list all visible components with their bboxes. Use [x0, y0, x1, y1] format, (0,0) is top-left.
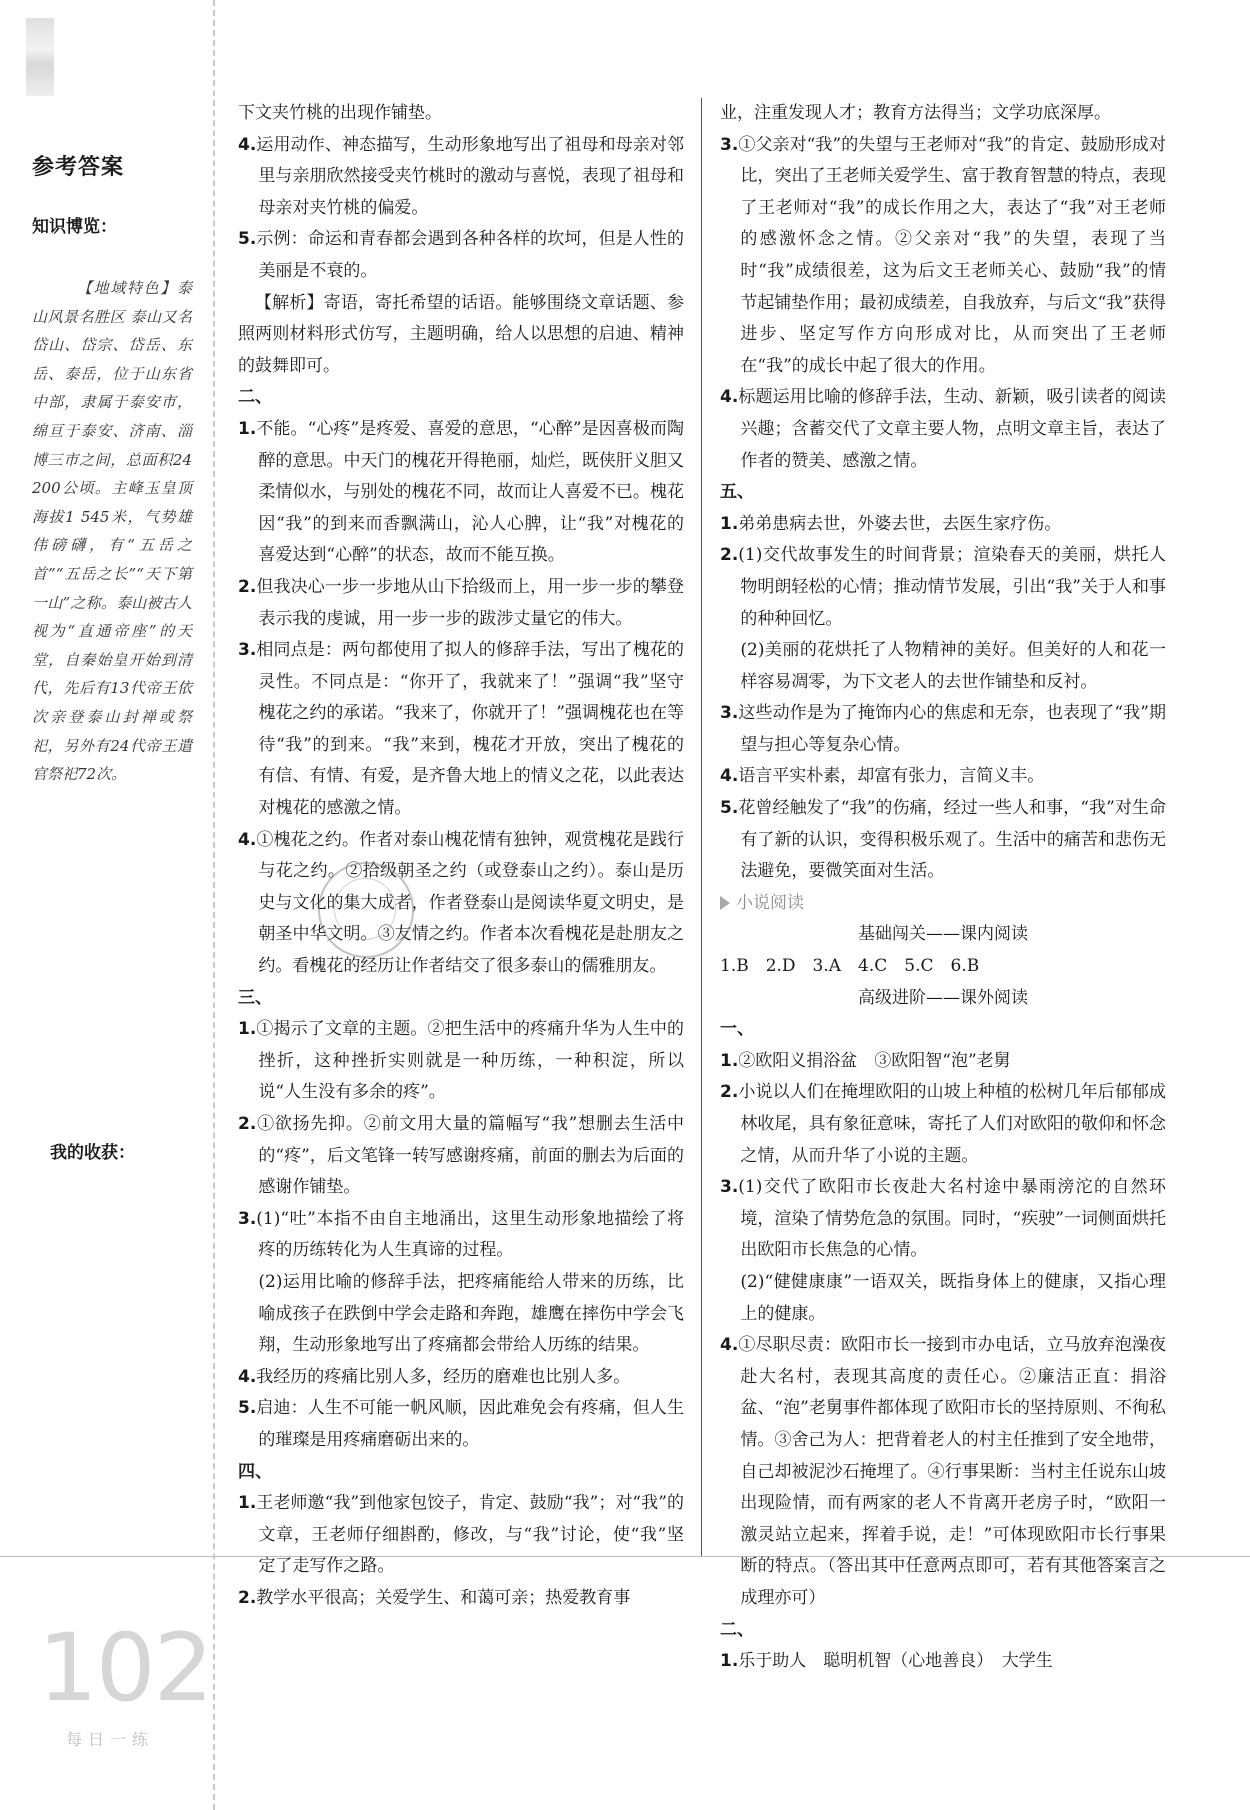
answer-number: 4. — [238, 134, 257, 155]
answer-text: ①槐花之约。作者对泰山槐花情有独钟，观赏槐花是践行与花之约。②拾级朝圣之约（或登泰山之约）。泰山是历史与文化的集大成者，作者登泰山是阅读华夏文明史，是朝圣中华文明。③友情之约。作者本次看槐花是赴朋友之约。看槐花的经历让作者结交了很多泰山的儒雅朋友。 — [256, 829, 684, 977]
answer-item — [238, 1014, 684, 1109]
page-label: 每日一练 — [66, 1730, 155, 1749]
answer-number: 3. — [720, 134, 739, 155]
answer-item — [238, 414, 684, 572]
answer-text: ①父亲对“我”的失望与王老师对“我”的肯定、鼓励形成对比，突出了王老师关爱学生、富于教育智慧的特点，表现了王老师对“我”的成长作用之大，表达了“我”对王老师的感激怀念之情。②父亲对“我”的失望，表现了当时“我”成绩很差，这为后文王老师关心、鼓励“我”的情节起铺垫作用；最初成绩差，自我放弃，与后文“我”获得进步、坚定写作方向形成对比，从而突出了王老师在“我”的成长中起了很大的作用。 — [738, 134, 1166, 376]
answer-text: ②欧阳义捐浴盆 ③欧阳智“泡”老舅 — [738, 1050, 1011, 1071]
answer-item — [720, 540, 1166, 635]
answer-item — [720, 793, 1166, 888]
answer-number: 1. — [720, 1050, 739, 1071]
answer-text-line: 下文夹竹桃的出现作铺垫。 — [238, 103, 442, 123]
answer-column-right — [720, 98, 1166, 1678]
answer-text: 但我决心一步一步地从山下拾级而上，用一步一步的攀登表示我的虔诚，用一步一步的跋涉丈量它的伟大。 — [256, 576, 684, 629]
answer-subpart: (2)运用比喻的修辞手法，把疼痛能给人带来的历练，比喻成孩子在跌倒中学会走路和奔跑，雄鹰在摔伤中学会飞翔，生动形象地写出了疼痛都会带给人历练的结果。 — [258, 1271, 684, 1356]
answer-item — [720, 698, 1166, 761]
answer-number: 2. — [238, 1114, 257, 1134]
answer-number: 4. — [238, 829, 257, 850]
answer-item — [720, 761, 1166, 793]
column-divider — [701, 98, 702, 1556]
section-tag-label: 小说阅读 — [736, 892, 804, 913]
answer-text: 语言平实朴素，却富有张力，言简义丰。 — [738, 766, 1045, 787]
answer-item — [238, 1393, 684, 1456]
answer-number: 3. — [238, 1208, 257, 1229]
answer-text: (1)交代了欧阳市长夜赴大名村途中暴雨滂沱的自然环境，渲染了情势危急的氛围。同时，“疾驶”一词侧面烘托出欧阳市长焦急的心情。 — [738, 1177, 1166, 1261]
answer-item — [720, 1330, 1166, 1614]
answer-item — [238, 130, 684, 225]
answer-number: 5. — [720, 798, 739, 819]
section-heading: 一、 — [720, 1019, 754, 1040]
answer-text: 不能。“心疼”是疼爱、喜爱的意思，“心醉”是因喜极而陶醉的意思。中天门的槐花开得艳丽，灿烂，既侠肝义胆又柔情似水，与别处的槐花不同，故而让人喜爱不已。槐花因“我”的到来而香飘满山，沁人心脾，让“我”对槐花的喜爱达到“心醉”的状态，故而不能互换。 — [256, 418, 684, 566]
answer-text-line: 1.B 2.D 3.A 4.C 5.C 6.B — [720, 956, 980, 977]
answer-item — [238, 635, 684, 825]
answer-text: 示例：命运和青春都会遇到各种各样的坎坷，但是人性的美丽是不衰的。 — [256, 229, 684, 281]
answer-number: 1. — [238, 418, 257, 439]
answer-item — [238, 1583, 684, 1615]
answer-item — [238, 572, 684, 635]
answer-text: 花曾经触发了“我”的伤痛，经过一些人和事，“我”对生命有了新的认识，变得积极乐观了。生活中的痛苦和悲伤无法避免，要微笑面对生活。 — [738, 798, 1166, 882]
section-heading: 四、 — [238, 1461, 272, 1482]
answer-item — [238, 224, 684, 287]
answer-text: 教学水平很高；关爱学生、和蔼可亲；热爱教育事 — [256, 1587, 631, 1608]
answer-text: 弟弟患病去世，外婆去世，去医生家疗伤。 — [738, 513, 1062, 534]
handwritten-note: 【地域特色】泰山风景名胜区 泰山又名岱山、岱宗、岱岳、东岳、泰岳，位于山东省中部，隶属于泰安市，绵亘于泰安、济南、淄博三市之间，总面积24 200公顷。主峰玉皇顶海拔1 545米，气势雄伟磅礴，有“五岳之首”“五岳之长”“天下第一山”之称。泰山被古人视为“直通帝座”的天堂，自秦始皇开始到清代，先后有13代帝王依次亲登泰山封禅或祭祀，另外有24代帝王遣官祭祀72次。 — [32, 279, 192, 784]
answer-text-line: 业，注重发现人才；教育方法得当；文学功底深厚。 — [720, 103, 1111, 123]
answer-number: 1. — [720, 1651, 739, 1672]
answer-text: 小说以人们在掩埋欧阳的山坡上种植的松树几年后郁郁成林收尾，具有象征意味，寄托了人们对欧阳的敬仰和怀念之情，从而升华了小说的主题。 — [738, 1082, 1166, 1166]
sidebar-divider — [213, 0, 215, 1810]
answer-item — [720, 382, 1166, 477]
answer-text: 王老师邀“我”到他家包饺子，肯定、鼓励“我”；对“我”的文章，王老师仔细斟酌，修改，与“我”讨论，使“我”坚定了走写作之路。 — [256, 1493, 684, 1577]
answer-text: ①尽职尽责：欧阳市长一接到市办电话，立马放弃泡澡夜赴大名村，表现其高度的责任心。②廉洁正直：捐浴盆、“泡”老舅事件都体现了欧阳市长的坚持原则、不徇私情。③舍己为人：把背着老人的村主任推到了安全地带，自己却被泥沙石掩埋了。④行事果断：当村主任说东山坡出现险情，而有两家的老人不肯离开老房子时，“欧阳一激灵站立起来，挥着手说，走！”可体现欧阳市长行事果断的特点。（答出其中任意两点即可，若有其他答案言之成理亦可） — [738, 1335, 1166, 1608]
answer-number: 1. — [238, 1019, 257, 1040]
answer-number: 2. — [238, 1587, 257, 1608]
answer-number: 4. — [720, 766, 739, 787]
corner-decoration — [26, 18, 54, 96]
answer-item — [720, 1646, 1166, 1678]
page-number: 102 — [38, 1614, 212, 1723]
section-heading: 二、 — [238, 387, 272, 408]
triangle-icon — [720, 896, 730, 910]
answer-number: 3. — [720, 1177, 739, 1198]
section-tag — [720, 888, 1166, 920]
answer-item — [238, 1362, 684, 1394]
answer-text: ①欲扬先抑。②前文用大量的篇幅写“我”想删去生活中的“疼”，后文笔锋一转写感谢疼痛，前面的删去为后面的感谢作铺垫。 — [256, 1114, 684, 1198]
subsection-title: 高级进阶——课外阅读 — [858, 987, 1028, 1008]
answer-subpart: (2)“健健康康”一语双关，既指身体上的健康，又指心理上的健康。 — [740, 1271, 1166, 1324]
answers-title: 参考答案 — [32, 155, 125, 180]
section-heading: 二、 — [720, 1619, 754, 1640]
answer-number: 2. — [238, 576, 257, 597]
answer-text: ①揭示了文章的主题。②把生活中的疼痛升华为人生中的挫折，这种挫折实则就是一种历练，一种积淀，所以说“人生没有多余的疼”。 — [256, 1019, 684, 1103]
answer-number: 2. — [720, 545, 739, 566]
answer-item — [238, 1204, 684, 1267]
answer-text: 我经历的疼痛比别人多，经历的磨难也比别人多。 — [256, 1366, 631, 1387]
answer-item — [238, 825, 684, 983]
answer-text: (1)交代故事发生的时间背景；渲染春天的美丽，烘托人物明朗轻松的心情；推动情节发展，引出“我”关于人和事的种种回忆。 — [738, 545, 1166, 629]
my-gain-heading: 我的收获： — [50, 1143, 135, 1163]
answer-number: 4. — [238, 1366, 257, 1387]
answer-number: 5. — [238, 229, 257, 250]
answer-number: 3. — [720, 703, 739, 724]
answer-item — [238, 1488, 684, 1583]
sidebar — [0, 0, 212, 1810]
answer-item — [720, 1046, 1166, 1078]
answer-item — [720, 1077, 1166, 1172]
section-heading: 五、 — [720, 482, 754, 503]
answer-column-left — [238, 98, 684, 1615]
answer-text: 这些动作是为了掩饰内心的焦虑和无奈，也表现了“我”期望与担心等复杂心情。 — [738, 703, 1166, 755]
answer-number: 4. — [720, 387, 739, 408]
answer-item — [720, 130, 1166, 383]
answer-text: 乐于助人 聪明机智（心地善良） 大学生 — [738, 1651, 1053, 1672]
answer-text: 相同点是：两句都使用了拟人的修辞手法，写出了槐花的灵性。不同点是：“你开了，我就来了！”强调“我”坚守槐花之约的承诺。“我来了，你就开了！”强调槐花也在等待“我”的到来。“我”来到，槐花才开放，突出了槐花的有信、有情、有爱，是齐鲁大地上的情义之花，以此表达对槐花的感激之情。 — [256, 640, 684, 819]
answer-text: 标题运用比喻的修辞手法，生动、新颖，吸引读者的阅读兴趣；含蓄交代了文章主要人物，点明文章主旨，表达了作者的赞美、感激之情。 — [738, 387, 1166, 471]
answer-number: 2. — [720, 1082, 739, 1103]
answer-item — [720, 1172, 1166, 1267]
answer-number: 3. — [238, 640, 257, 661]
answer-number: 1. — [238, 1493, 257, 1514]
analysis-paragraph: 【解析】寄语，寄托希望的话语。能够围绕文章话题、参照两则材料形式仿写，主题明确，给人以思想的启迪、精神的鼓舞即可。 — [238, 292, 684, 376]
stamp-seal — [318, 862, 414, 958]
answer-number: 4. — [720, 1335, 739, 1356]
section-heading: 三、 — [238, 987, 272, 1008]
answer-text: 运用动作、神态描写，生动形象地写出了祖母和母亲对邻里与亲朋欣然接受夹竹桃时的激动与喜悦，表现了祖母和母亲对夹竹桃的偏爱。 — [256, 134, 684, 218]
answer-subpart: (2)美丽的花烘托了人物精神的美好。但美好的人和花一样容易凋零，为下文老人的去世作铺垫和反衬。 — [740, 640, 1166, 692]
subsection-title: 基础闯关——课内阅读 — [858, 924, 1028, 945]
answer-item — [238, 1109, 684, 1204]
answer-item — [720, 509, 1166, 541]
answer-text: 启迪：人生不可能一帆风顺，因此难免会有疼痛，但人生的璀璨是用疼痛磨砺出来的。 — [256, 1398, 684, 1450]
answer-text: (1)“吐”本指不由自主地涌出，这里生动形象地描绘了将疼的历练转化为人生真谛的过程。 — [256, 1208, 684, 1261]
knowledge-heading: 知识博览： — [32, 217, 117, 237]
answer-number: 5. — [238, 1398, 257, 1419]
answer-number: 1. — [720, 513, 739, 534]
